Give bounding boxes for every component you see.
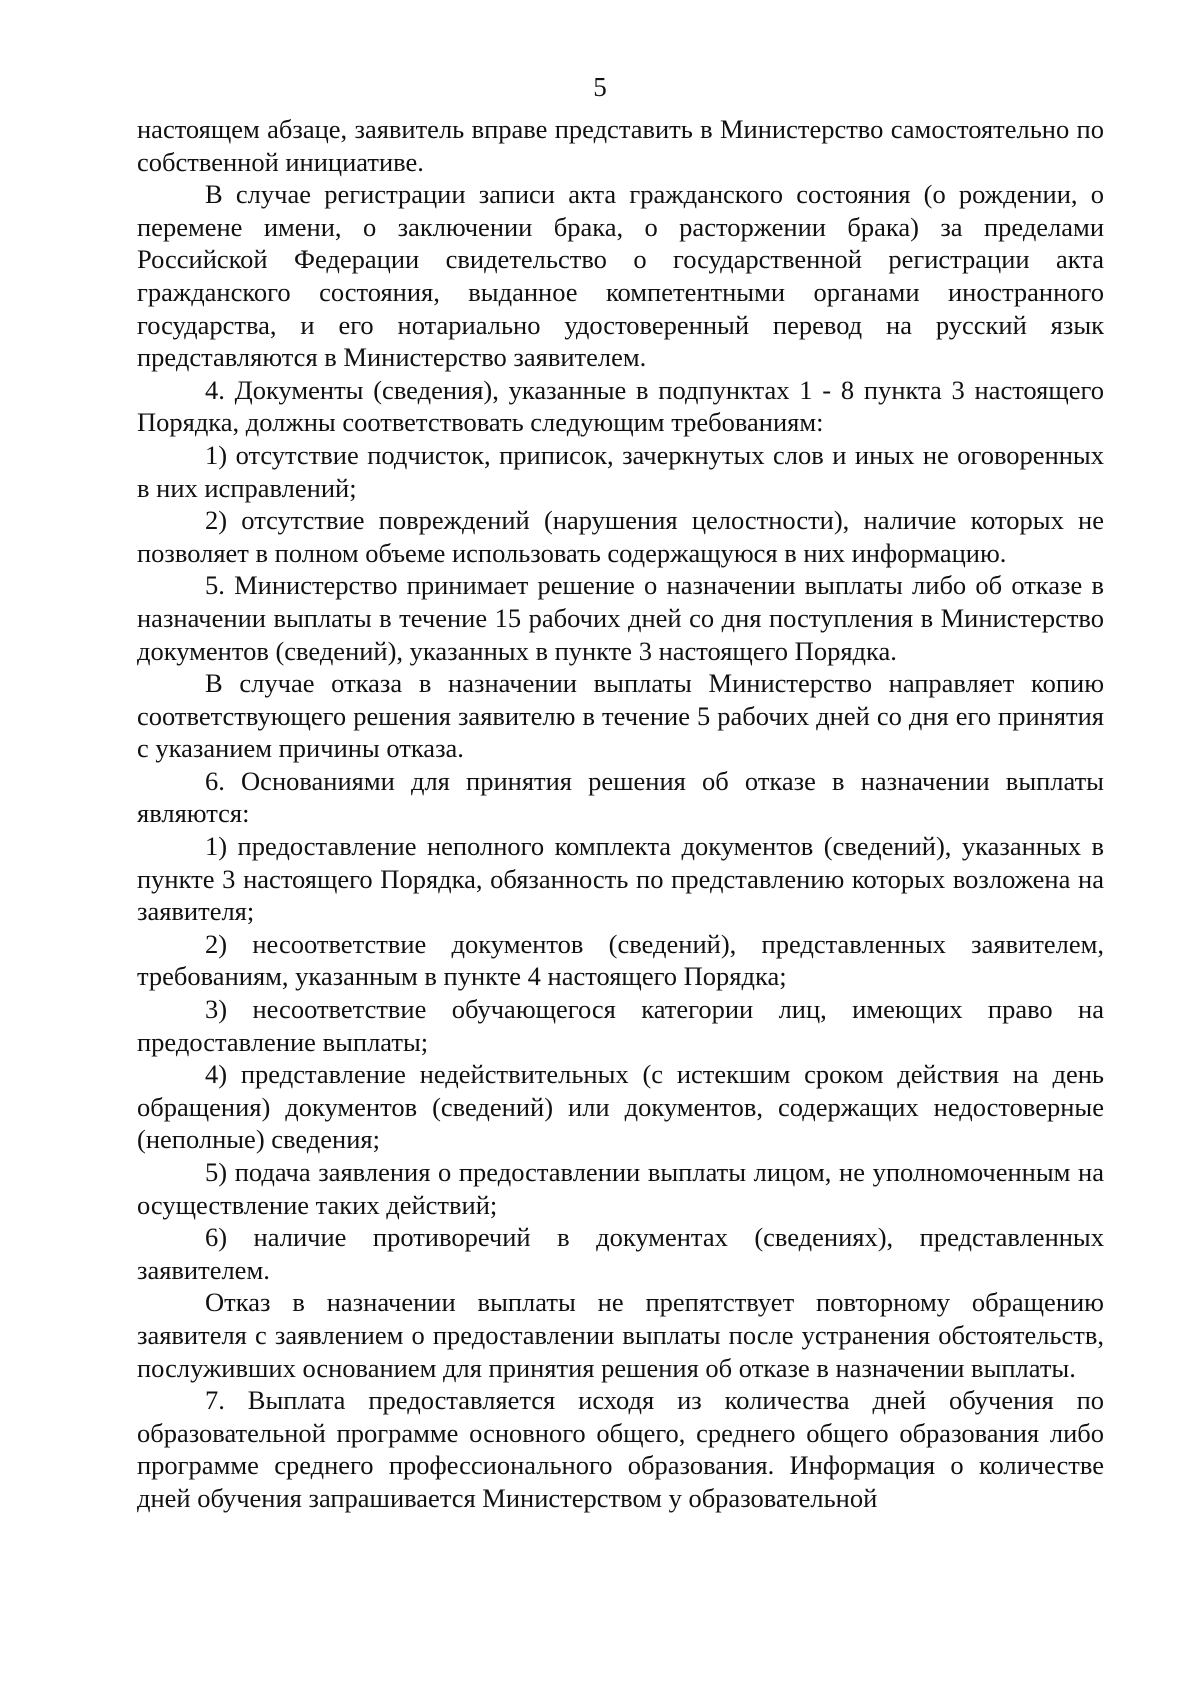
paragraph-item-5-refusal: В случае отказа в назначении выплаты Министерство направляет копию соответствующего решения заявителю в течение 5 рабочих дней со дня его принятия с указанием причины отказа. [137, 668, 1104, 764]
document-body [137, 113, 1104, 1515]
paragraph-continuation: настоящем абзаце, заявитель вправе представить в Министерство самостоятельно по собственной инициативе. [137, 114, 1104, 177]
paragraph-item-6: 6. Основаниями для принятия решения об отказе в назначении выплаты являются: [137, 765, 1104, 829]
paragraph-item-4: 4. Документы (сведения), указанные в подпунктах 1 - 8 пункта 3 настоящего Порядка, должны соответствовать следующим требованиям: [137, 374, 1104, 438]
page-number: 5 [593, 72, 607, 102]
paragraph-item-6-sub-4: 4) представление недействительных (с истекшим сроком действия на день обращения) документов (сведений) или документов, содержащих недостоверные (неполные) сведения; [137, 1059, 1104, 1155]
paragraph-item-6-sub-6: 6) наличие противоречий в документах (сведениях), представленных заявителем. [137, 1222, 1104, 1285]
paragraph-item-6-sub-3: 3) несоответствие обучающегося категории лиц, имеющих право на предоставление выплаты; [137, 994, 1104, 1057]
paragraph-foreign-registration: В случае регистрации записи акта гражданского состояния (о рождении, о перемене имени, о заключении брака, о расторжении брака) за пределами Российской Федерации свидетельство о государственной регистрации акта гражданского состояния, выданное компетентными органами иностранного государства, и его нотариально удостоверенный перевод на русский язык представляются в Министерство заявителем. [137, 179, 1104, 373]
paragraph-item-4-sub-1: 1) отсутствие подчисток, приписок, зачеркнутых слов и иных не оговоренных в них исправлений; [137, 439, 1104, 503]
paragraph-item-6-sub-1: 1) предоставление неполного комплекта документов (сведений), указанных в пункте 3 настоящего Порядка, обязанность по представлению которых возложена на заявителя; [137, 831, 1104, 927]
paragraph-item-5: 5. Министерство принимает решение о назначении выплаты либо об отказе в назначении выплаты в течение 15 рабочих дней со дня поступления в Министерство документов (сведений), указанных в пункте 3 настоящего Порядка. [137, 570, 1104, 666]
paragraph-item-7: 7. Выплата предоставляется исходя из количества дней обучения по образовательной программе основного общего, среднего общего образования либо программе среднего профессионального образования. Информация о количестве дней обучения запрашивается Министерством у образовательной [137, 1385, 1104, 1513]
paragraph-refusal-no-obstacle: Отказ в назначении выплаты не препятствует повторному обращению заявителя с заявлением о предоставлении выплаты после устранения обстоятельств, послуживших основанием для принятия решения об отказе в назначении выплаты. [137, 1287, 1104, 1383]
paragraph-item-6-sub-5: 5) подача заявления о предоставлении выплаты лицом, не уполномоченным на осуществление таких действий; [137, 1157, 1104, 1220]
paragraph-item-6-sub-2: 2) несоответствие документов (сведений), представленных заявителем, требованиям, указанным в пункте 4 настоящего Порядка; [137, 928, 1104, 992]
paragraph-item-4-sub-2: 2) отсутствие повреждений (нарушения целостности), наличие которых не позволяет в полном объеме использовать содержащуюся в них информацию. [137, 505, 1104, 568]
